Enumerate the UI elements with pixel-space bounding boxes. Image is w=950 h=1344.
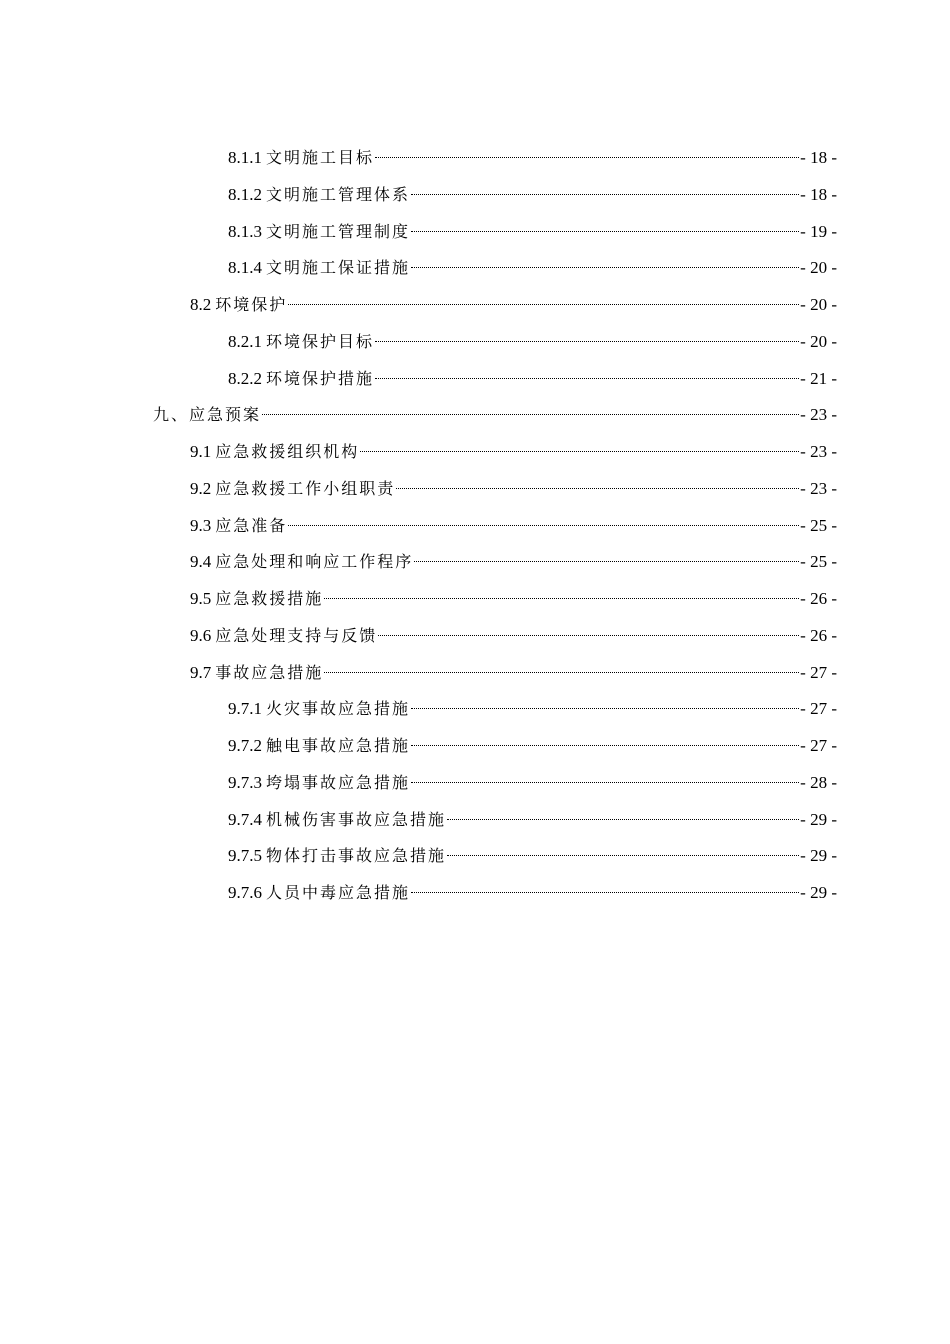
dot-leader <box>375 341 799 342</box>
toc-entry[interactable] <box>228 361 837 397</box>
dot-leader <box>378 635 799 636</box>
toc-entry-number: 9.7.4 <box>228 809 262 829</box>
dot-leader <box>411 745 799 746</box>
toc-entry-page-number: - 18 - <box>800 148 837 167</box>
toc-entry-page-number: - 25 - <box>800 552 837 572</box>
toc-entry-title: 应急救援措施 <box>215 589 324 608</box>
toc-entry-number: 9.7.2 <box>228 736 262 755</box>
toc-entry-title: 文明施工目标 <box>266 148 375 167</box>
toc-entry-title: 文明施工保证措施 <box>266 258 411 278</box>
toc-entry-page-number: - 29 - <box>800 809 837 829</box>
toc-entry[interactable] <box>190 544 837 580</box>
toc-entry-page-number: - 26 - <box>800 625 837 645</box>
toc-entry[interactable] <box>228 140 837 176</box>
toc-entry[interactable] <box>228 875 837 911</box>
dot-leader <box>262 414 799 415</box>
dot-leader <box>411 267 799 268</box>
toc-entry-title: 文明施工管理制度 <box>266 221 411 241</box>
toc-entry-title: 九、应急预案 <box>153 405 262 425</box>
dot-leader <box>288 525 799 526</box>
toc-entry-title: 环境保护 <box>215 295 288 314</box>
toc-entry-number: 9.7.6 <box>228 883 262 902</box>
dot-leader <box>288 304 799 305</box>
dot-leader <box>375 378 799 379</box>
toc-entry-page-number: - 27 - <box>800 699 837 719</box>
toc-entry-page-number: - 23 - <box>800 478 837 498</box>
dot-leader <box>411 708 799 709</box>
toc-entry-title: 物体打击事故应急措施 <box>266 846 447 866</box>
toc-entry[interactable] <box>190 287 837 323</box>
toc-entry[interactable] <box>228 177 837 213</box>
toc-entry[interactable] <box>228 802 837 838</box>
dot-leader <box>447 819 799 820</box>
toc-entry-number: 9.1 <box>190 442 212 461</box>
toc-entry[interactable] <box>228 765 837 801</box>
toc-entry-number: 8.1.4 <box>228 258 262 278</box>
toc-entry-title: 环境保护目标 <box>266 331 375 351</box>
toc-entry-page-number: - 19 - <box>800 221 837 241</box>
dot-leader <box>324 598 799 599</box>
toc-entry[interactable] <box>228 691 837 727</box>
toc-entry-title: 机械伤害事故应急措施 <box>266 809 447 829</box>
toc-entry-number: 8.2 <box>190 295 212 314</box>
toc-entry[interactable] <box>190 434 837 470</box>
toc-entry-number: 9.3 <box>190 515 212 535</box>
toc-entry[interactable] <box>228 250 837 286</box>
toc-entry-title: 应急救援工作小组职责 <box>215 478 396 498</box>
toc-entry-number: 9.7.3 <box>228 772 262 792</box>
toc-entry-page-number: - 28 - <box>800 772 837 792</box>
toc-entry-title: 事故应急措施 <box>215 662 324 682</box>
toc-entry[interactable] <box>228 728 837 764</box>
dot-leader <box>411 194 799 195</box>
dot-leader <box>411 231 799 232</box>
toc-entry[interactable] <box>228 324 837 360</box>
dot-leader <box>396 488 799 489</box>
toc-entry[interactable] <box>190 581 837 617</box>
toc-entry-page-number: - 29 - <box>800 846 837 866</box>
toc-entry[interactable] <box>228 838 837 874</box>
dot-leader <box>447 855 799 856</box>
dot-leader <box>411 892 799 893</box>
toc-entry-title: 环境保护措施 <box>266 368 375 388</box>
toc-entry-number: 9.2 <box>190 478 212 498</box>
toc-entry[interactable] <box>190 471 837 507</box>
toc-entry-page-number: - 18 - <box>800 184 837 204</box>
dot-leader <box>375 157 799 158</box>
toc-entry-title: 文明施工管理体系 <box>266 184 411 204</box>
toc-entry-number: 9.4 <box>190 552 212 572</box>
toc-entry-title: 火灾事故应急措施 <box>266 699 411 719</box>
toc-entry-number: 9.7 <box>190 662 212 682</box>
toc-entry-title: 应急救援组织机构 <box>215 442 360 461</box>
toc-entry-page-number: - 23 - <box>800 442 837 461</box>
dot-leader <box>324 672 799 673</box>
dot-leader <box>414 561 799 562</box>
toc-entry[interactable] <box>153 397 837 433</box>
toc-entry-title: 触电事故应急措施 <box>266 736 411 755</box>
toc-entry[interactable] <box>190 508 837 544</box>
toc-entry-page-number: - 27 - <box>800 736 837 755</box>
toc-entry-page-number: - 25 - <box>800 515 837 535</box>
toc-entry-title: 垮塌事故应急措施 <box>266 772 411 792</box>
toc-entry-page-number: - 23 - <box>800 405 837 425</box>
toc-entry-page-number: - 26 - <box>800 589 837 608</box>
toc-entry-page-number: - 20 - <box>800 258 837 278</box>
toc-entry-number: 8.2.1 <box>228 331 262 351</box>
toc-entry-page-number: - 27 - <box>800 662 837 682</box>
toc-entry-title: 应急处理和响应工作程序 <box>215 552 414 572</box>
toc-entry-title: 应急处理支持与反馈 <box>215 625 378 645</box>
toc-entry-page-number: - 20 - <box>800 295 837 314</box>
toc-entry-number: 9.6 <box>190 625 212 645</box>
toc-entry-page-number: - 29 - <box>800 883 837 902</box>
toc-entry-number: 8.1.2 <box>228 184 262 204</box>
dot-leader <box>360 451 799 452</box>
toc-entry-page-number: - 21 - <box>800 368 837 388</box>
toc-entry-number: 9.5 <box>190 589 212 608</box>
toc-entry-title: 应急准备 <box>215 515 288 535</box>
toc-entry[interactable] <box>190 655 837 691</box>
toc-entry-number: 8.2.2 <box>228 368 262 388</box>
toc-entry[interactable] <box>228 214 837 250</box>
toc-entry-number: 9.7.1 <box>228 699 262 719</box>
dot-leader <box>411 782 799 783</box>
toc-entry-page-number: - 20 - <box>800 331 837 351</box>
toc-entry-number: 9.7.5 <box>228 846 262 866</box>
toc-entry-number: 8.1.1 <box>228 148 262 167</box>
toc-entry[interactable] <box>190 618 837 654</box>
toc-entry-title: 人员中毒应急措施 <box>266 883 411 902</box>
toc-entry-number: 8.1.3 <box>228 221 262 241</box>
